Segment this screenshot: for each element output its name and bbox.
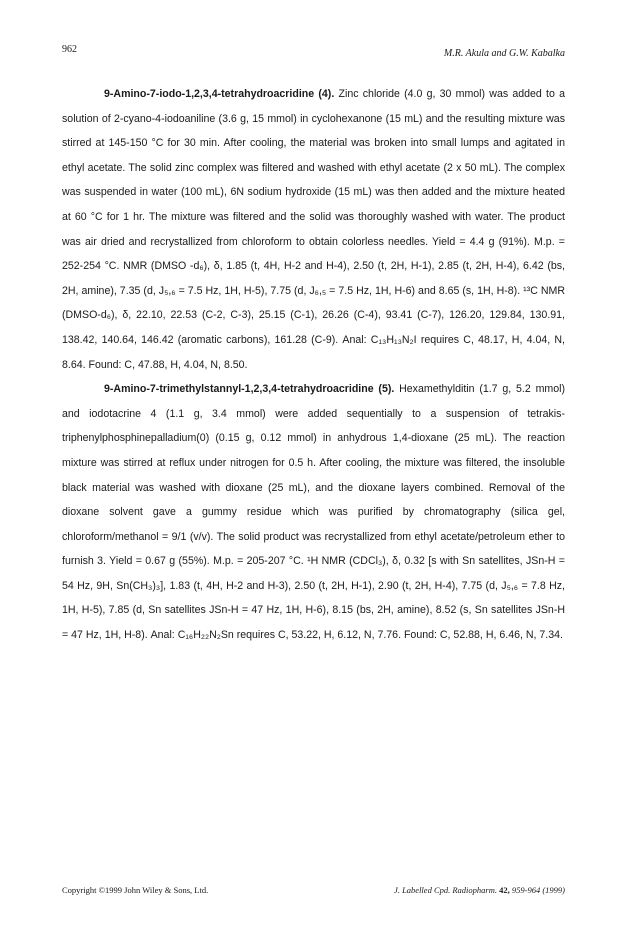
compound-5-procedure-text: Hexamethylditin (1.7 g, 5.2 mmol) and iodotacrine 4 (1.1 g, 3.4 mmol) were added sequentially to a suspension of tetrakis-triphenylphosphinepalladium(0) (0.15 g, 0.12 mmol) in anhydrous 1,4-dioxane (25 mL). The reaction mixture was stirred at reflux under nitrogen for 0.5 h. After cooling, the mixture was filtered, the insoluble black material was washed with dioxane (25 mL), and the dioxane layers combined. Removal of the dioxane solvent gave a gummy residue which was purified by chromatography (silica gel, chloroform/methanol = 9/1 (v/v). The solid product was recrystallized from ethyl acetate/petroleum ether to furnish 3. Yield = 0.67 g (55%). M.p. = 205-207 °C. ¹H NMR (CDCl₃), δ, 0.32 [s with Sn satellites, JSn-H = 54 Hz, 9H, Sn(CH₃)₃], 1.83 (t, 4H, H-2 and H-3), 2.50 (t, 2H, H-1), 2.90 (t, 2H, H-4), 7.75 (d, J₅,₆ = 7.8 Hz, 1H, H-5), 7.85 (d, Sn satellites JSn-H = 47 Hz, 1H, H-6), 8.15 (bs, 2H, amine), 8.52 (s, Sn satellites JSn-H = 47 Hz, 1H, H-8). Anal: C₁₆H₂₂N₂Sn requires C, 53.22, H, 6.12, N, 7.76. Found: C, 52.88, H, 6.46, N, 7.34. <box>62 383 565 642</box>
running-head <box>62 44 565 60</box>
journal-name: J. Labelled Cpd. Radiopharm. <box>394 885 497 895</box>
journal-citation <box>394 885 565 895</box>
paragraph-compound-5 <box>62 377 565 648</box>
body-text <box>62 82 565 648</box>
page-number: 962 <box>62 44 77 55</box>
page-footer <box>62 885 565 899</box>
journal-volume: 42, <box>499 885 510 895</box>
compound-4-heading: 9-Amino-7-iodo-1,2,3,4-tetrahydroacridine (4). <box>104 88 335 100</box>
copyright-notice: Copyright ©1999 John Wiley & Sons, Ltd. <box>62 885 209 895</box>
journal-pages-year: 959-964 (1999) <box>511 885 565 895</box>
running-head-authors: M.R. Akula and G.W. Kabalka <box>443 48 565 59</box>
compound-5-heading: 9-Amino-7-trimethylstannyl-1,2,3,4-tetrahydroacridine (5). <box>104 383 395 396</box>
paragraph-compound-4 <box>62 82 565 377</box>
compound-4-procedure-text: Zinc chloride (4.0 g, 30 mmol) was added to a solution of 2-cyano-4-iodoaniline (3.6 g, 15 mmol) in cyclohexanone (15 mL) and the resulting mixture was stirred at 145-150 °C for 30 min. After cooling, the material was broken into small lumps and agitated in ethyl acetate. The solid zinc complex was filtered and washed with ethyl acetate (2 x 50 mL). The complex was suspended in water (100 mL), 6N sodium hydroxide (15 mL) was then added and the mixture heated at 60 °C for 1 hr. The mixture was filtered and the solid was thoroughly washed with water. The product was air dried and recrystallized from chloroform to obtain colorless needles. Yield = 4.4 g (91%). M.p. = 252-254 °C. NMR (DMSO -d₆), δ, 1.85 (t, 4H, H-2 and H-4), 2.50 (t, 2H, H-1), 2.85 (t, 2H, H-4), 6.42 (bs, 2H, amine), 7.35 (d, J₅,₆ = 7.5 Hz, 1H, H-5), 7.75 (d, J₆,₅ = 7.5 Hz, 1H, H-6) and 8.65 (s, 1H, H-8). ¹³C NMR (DMSO-d₆), δ, 22.10, 22.53 (C-2, C-3), 25.15 (C-1), 26.26 (C-4), 93.41 (C-7), 126.20, 129.84, 130.91, 138.42, 140.64, 146.42 (aromatic carbons), 161.28 (C-9). Anal: C₁₃H₁₃N₂I requires C, 48.17, H, 4.04, N, 8.64. Found: C, 47.88, H, 4.04, N, 8.50. <box>62 88 566 371</box>
